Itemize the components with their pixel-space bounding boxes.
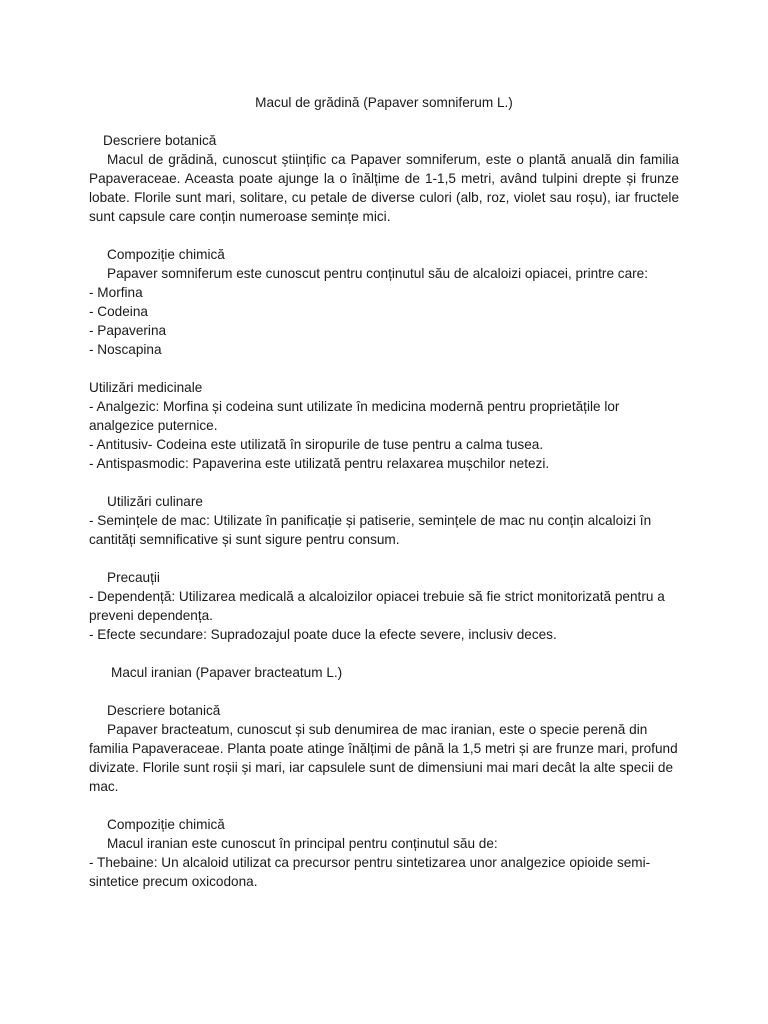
spacer [89, 644, 679, 663]
spacer [89, 796, 679, 815]
list-item: - Efecte secundare: Supradozajul poate duce la efecte severe, inclusiv deces. [89, 627, 557, 642]
section-heading-descriere-2: Descriere botanică [107, 703, 221, 718]
spacer [89, 226, 679, 245]
paragraph-compozitie-2-intro: Macul iranian este cunoscut în principal pentru conținutul său de: [107, 836, 498, 851]
list-item: - Morfina [89, 285, 143, 300]
list-item: - Analgezic: Morfina și codeina sunt utilizate în medicina modernă pentru proprietățile lor analgezice puternice. [89, 399, 620, 433]
paragraph-descriere-2: Papaver bracteatum, cunoscut și sub denumirea de mac iranian, este o specie perenă din familia Papaveraceae. Planta poate atinge înălțimi de până la 1,5 metri și are frunze mari, profund divizate. Florile sunt roșii și mari, iar capsulele sunt de dimensiuni mai mari decât la alte specii de mac. [89, 722, 678, 794]
list-item: - Antispasmodic: Papaverina este utilizată pentru relaxarea mușchilor netezi. [89, 456, 550, 471]
list-item: - Thebaine: Un alcaloid utilizat ca precursor pentru sintetizarea unor analgezice opioide semi-sintetice precum oxicodona. [89, 855, 651, 889]
list-item: - Antitusiv- Codeina este utilizată în siropurile de tuse pentru a calma tusea. [89, 437, 544, 452]
subtitle-macul-iranian: Macul iranian (Papaver bracteatum L.) [111, 665, 343, 680]
spacer [89, 549, 679, 568]
paragraph-descriere: Macul de grădină, cunoscut științific ca Papaver somniferum, este o plantă anuală din familia Papaveraceae. Aceasta poate ajunge la o înălțime de 1-1,5 metri, având tulpini drepte și frunze lobate. Florile sunt mari, solitare, cu petale de diverse culori (alb, roz, violet sau roșu), iar fructele sunt capsule care conțin numeroase semințe mici. [89, 152, 679, 224]
list-item: - Dependență: Utilizarea medicală a alcaloizilor opiacei trebuie să fie strict monitorizată pentru a preveni dependența. [89, 589, 665, 623]
document-title: Macul de grădină (Papaver somniferum L.) [255, 95, 513, 110]
section-heading-utilizari-medicinale: Utilizări medicinale [89, 380, 203, 395]
section-heading-descriere: Descriere botanică [103, 133, 217, 148]
section-heading-compozitie: Compoziție chimică [107, 247, 225, 262]
section-heading-compozitie-2: Compoziție chimică [107, 817, 225, 832]
list-item: - Noscapina [89, 342, 162, 357]
list-item: - Papaverina [89, 323, 167, 338]
spacer [89, 682, 679, 701]
paragraph-compozitie-intro: Papaver somniferum este cunoscut pentru conținutul său de alcaloizi opiacei, printre care: [107, 266, 649, 281]
spacer [89, 112, 679, 131]
spacer [89, 359, 679, 378]
document-body [89, 93, 679, 891]
list-item: - Codeina [89, 304, 148, 319]
section-heading-utilizari-culinare: Utilizări culinare [107, 494, 203, 509]
spacer [89, 473, 679, 492]
list-item: - Semințele de mac: Utilizate în panificație și patiserie, semințele de mac nu conțin alcaloizi în cantități semnificative și sunt sigure pentru consum. [89, 513, 652, 547]
section-heading-precautii: Precauții [107, 570, 160, 585]
